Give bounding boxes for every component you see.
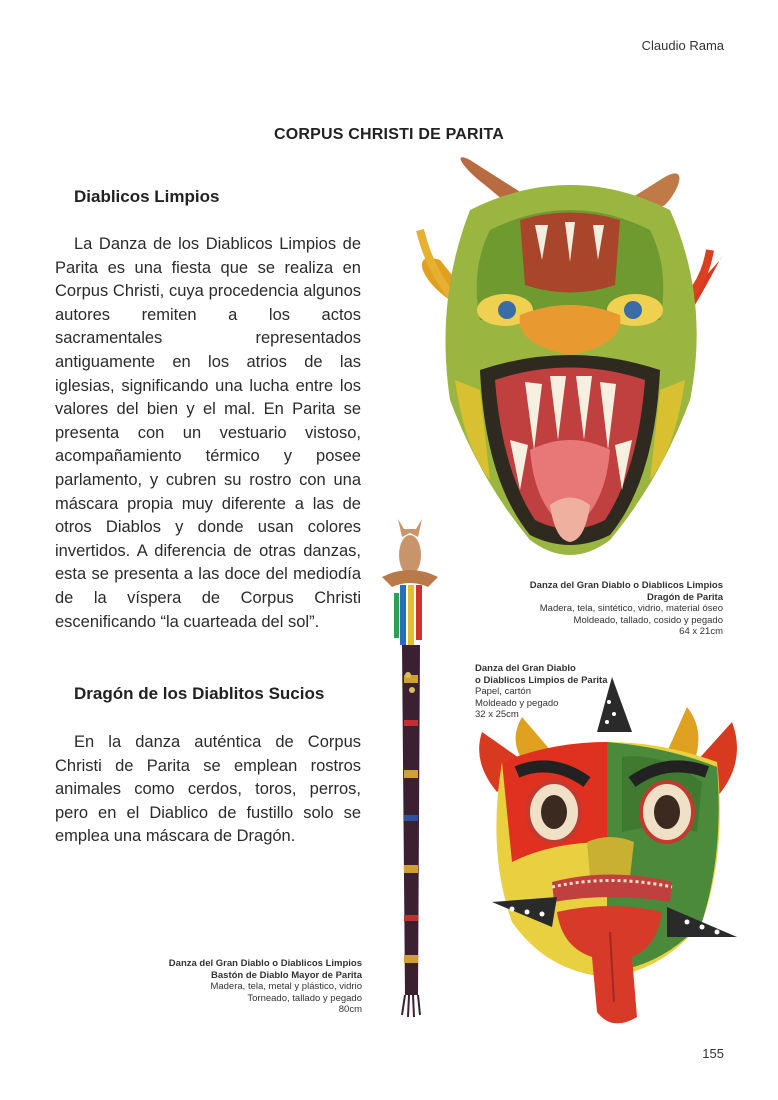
section-heading-dragon-diablitos-sucios: Dragón de los Diablitos Sucios (74, 684, 325, 703)
devil-mask-photo (462, 672, 752, 1032)
header-author: Claudio Rama (641, 38, 724, 53)
caption-staff-materials: Madera, tela, metal y plástico, vidrio (210, 981, 362, 993)
caption-mask-technique: Moldeado y pegado (475, 697, 559, 709)
caption-mask-title2: o Diablicos Limpios de Parita (475, 674, 608, 686)
caption-dragon-materials: Madera, tela, sintético, vidrio, material óseo (539, 603, 723, 615)
paragraph-dragon-diablitos-sucios: En la danza auténtica de Corpus Christi de Parita se emplean rostros animales como cerdos, toros, perros, pero en el Diablico de fustillo solo se emplea una máscara de Dragón. (55, 733, 361, 846)
page-number: 155 (702, 1046, 724, 1061)
caption-staff-title2: Bastón de Diablo Mayor de Parita (211, 969, 362, 981)
caption-dragon-mask (530, 580, 723, 638)
caption-staff-title1: Danza del Gran Diablo o Diablicos Limpios (168, 958, 362, 969)
caption-mask-materials: Papel, cartón (475, 686, 531, 698)
caption-dragon-title1: Danza del Gran Diablo o Diablicos Limpios (529, 580, 723, 591)
section-heading-diablicos-limpios: Diablicos Limpios (74, 187, 220, 206)
dragon-mask-photo (410, 150, 730, 575)
staff-photo (372, 515, 452, 1020)
caption-dragon-size: 64 x 21cm (679, 626, 723, 638)
paragraph-diablicos-limpios: La Danza de los Diablicos Limpios de Parita es una fiesta que se realiza en Corpus Christi, cuya procedencia algunos autores remiten a los actos sacramentales representados antiguamente en los atrios de las iglesias, significando una lucha entre los valores del bien y el mal. En Parita se presenta con un vestuario vistoso, acompañamiento térmico y posee parlamento, y cubren su rostro con una máscara propia muy diferente a las de otros Diablos y donde usan colores invertidos. A diferencia de otras danzas, esta se presenta a las doce del mediodía de la víspera de Corpus Christi escenificando “la cuarteada del sol”. (55, 235, 361, 631)
caption-mask-size: 32 x 25cm (475, 709, 519, 721)
caption-mask-title1: Danza del Gran Diablo (475, 663, 576, 674)
caption-staff-technique: Torneado, tallado y pegado (247, 992, 362, 1004)
caption-dragon-title2: Dragón de Parita (646, 591, 723, 603)
caption-staff-size: 80cm (338, 1004, 362, 1016)
caption-dragon-technique: Moldeado, tallado, cosido y pegado (573, 614, 723, 626)
page-title: CORPUS CHRISTI DE PARITA (274, 126, 504, 143)
caption-staff (169, 958, 362, 1016)
